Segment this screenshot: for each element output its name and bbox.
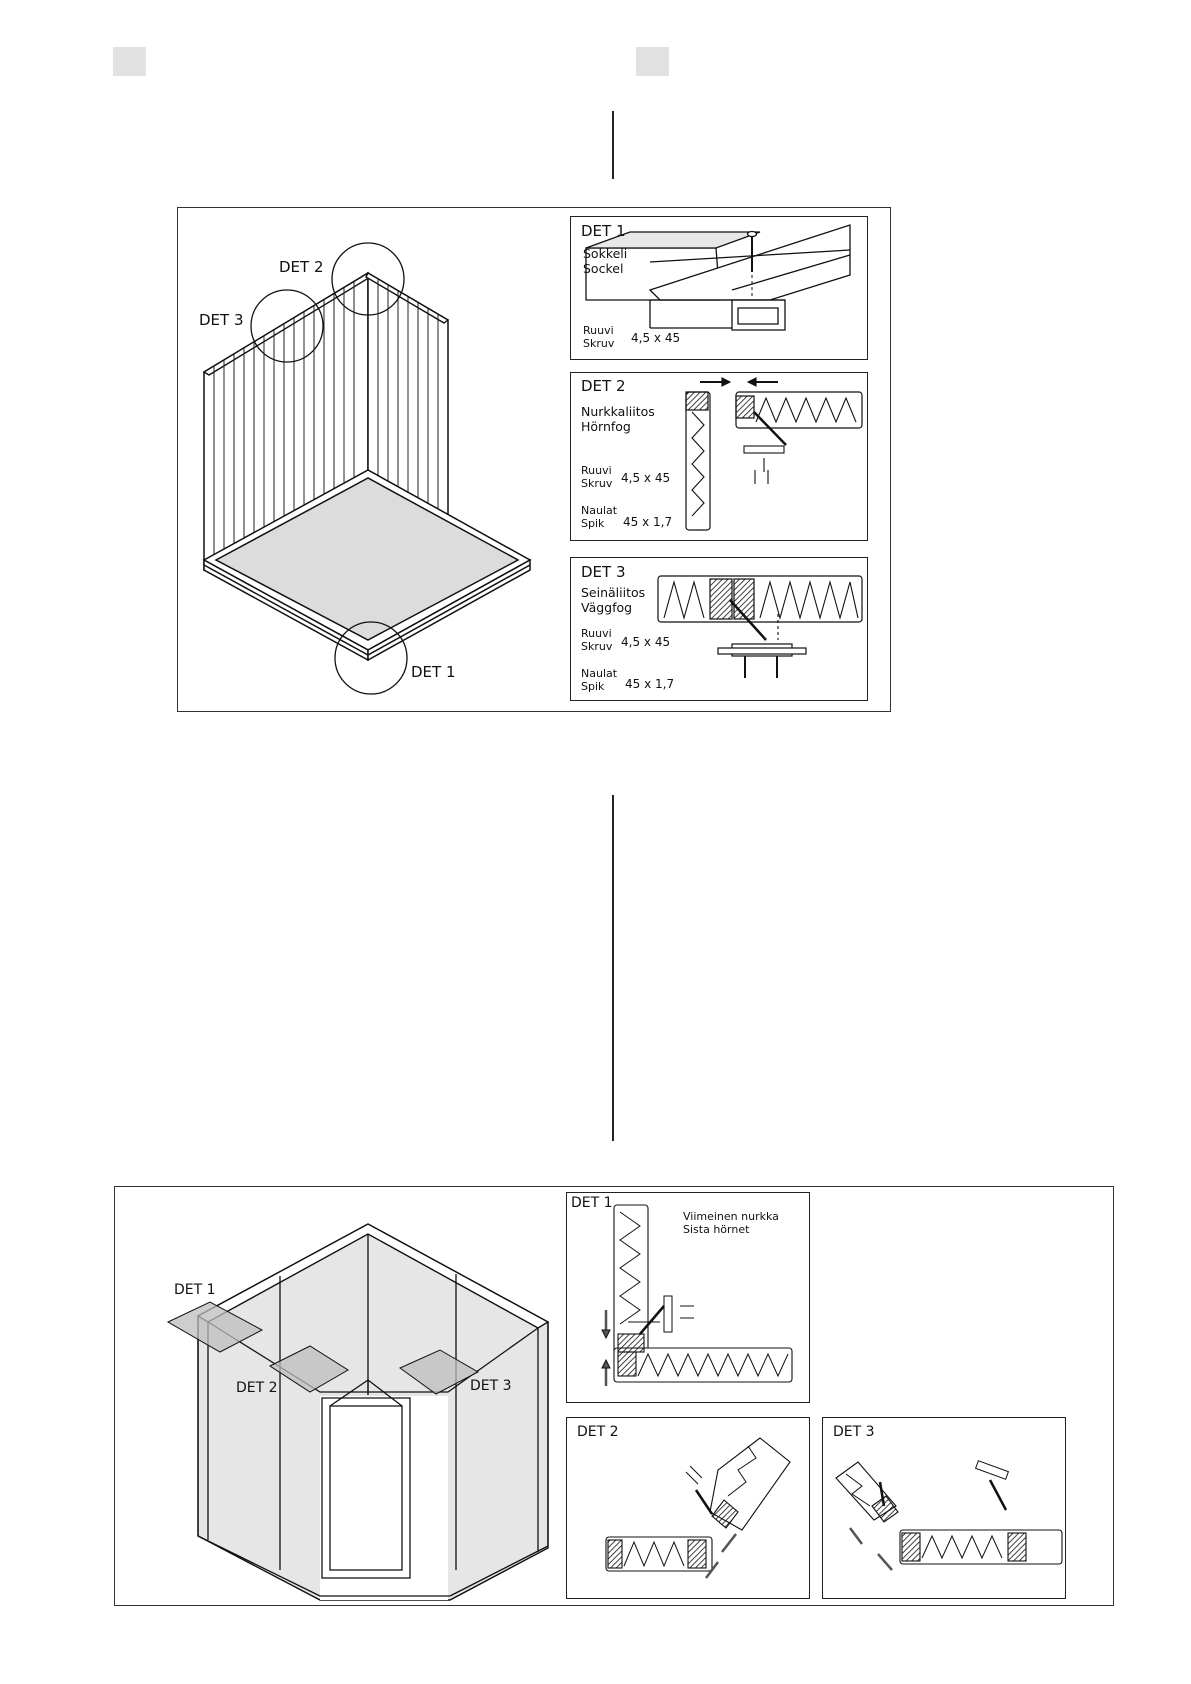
top-det2-nail-size: 45 x 1,7 — [623, 515, 673, 529]
top-det2-name-sv: Hörnfog — [581, 419, 631, 434]
top-det1-name-fi: Sokkeli — [583, 246, 628, 261]
top-det1-title: DET 1 — [581, 222, 626, 240]
bottom-callout-det1: DET 1 — [174, 1282, 216, 1298]
bottom-callout-det2: DET 2 — [236, 1380, 278, 1396]
top-det3-nail-sv: Spik — [581, 680, 605, 693]
top-det3-nail-size: 45 x 1,7 — [625, 677, 675, 691]
top-det2-nail-sv: Spik — [581, 517, 605, 530]
top-det1-screw-sv: Skruv — [583, 337, 615, 350]
top-det2-screw-fi: Ruuvi — [581, 464, 612, 477]
top-det1-screw-size: 4,5 x 45 — [631, 331, 681, 345]
top-det1-screw-fi: Ruuvi — [583, 324, 614, 337]
top-callout-det1: DET 1 — [411, 663, 456, 681]
bottom-det3-title: DET 3 — [833, 1424, 875, 1440]
top-det3-title: DET 3 — [581, 563, 626, 581]
top-det2-nail-fi: Naulat — [581, 504, 618, 517]
bottom-det1-note-fi: Viimeinen nurkka — [683, 1210, 779, 1223]
top-det2-title: DET 2 — [581, 377, 626, 395]
bottom-det3-panel — [822, 1417, 1066, 1599]
top-callout-det3: DET 3 — [199, 311, 244, 329]
top-det2-screw-sv: Skruv — [581, 477, 613, 490]
bottom-det1-panel — [566, 1192, 810, 1403]
top-det2-screw-size: 4,5 x 45 — [621, 471, 671, 485]
bottom-callout-det3: DET 3 — [470, 1378, 512, 1394]
top-det3-screw-size: 4,5 x 45 — [621, 635, 671, 649]
top-det3-name-fi: Seinäliitos — [581, 585, 646, 600]
bottom-det2-panel — [566, 1417, 810, 1599]
top-det2-name-fi: Nurkkaliitos — [581, 404, 655, 419]
bottom-det1-title: DET 1 — [571, 1195, 613, 1211]
top-callout-det2: DET 2 — [279, 258, 324, 276]
top-det3-screw-sv: Skruv — [581, 640, 613, 653]
top-det3-screw-fi: Ruuvi — [581, 627, 612, 640]
bottom-det2-title: DET 2 — [577, 1424, 619, 1440]
top-det3-nail-fi: Naulat — [581, 667, 618, 680]
bottom-det1-note-sv: Sista hörnet — [683, 1223, 750, 1236]
top-det1-name-sv: Sockel — [583, 261, 624, 276]
top-det3-name-sv: Väggfog — [581, 600, 633, 615]
